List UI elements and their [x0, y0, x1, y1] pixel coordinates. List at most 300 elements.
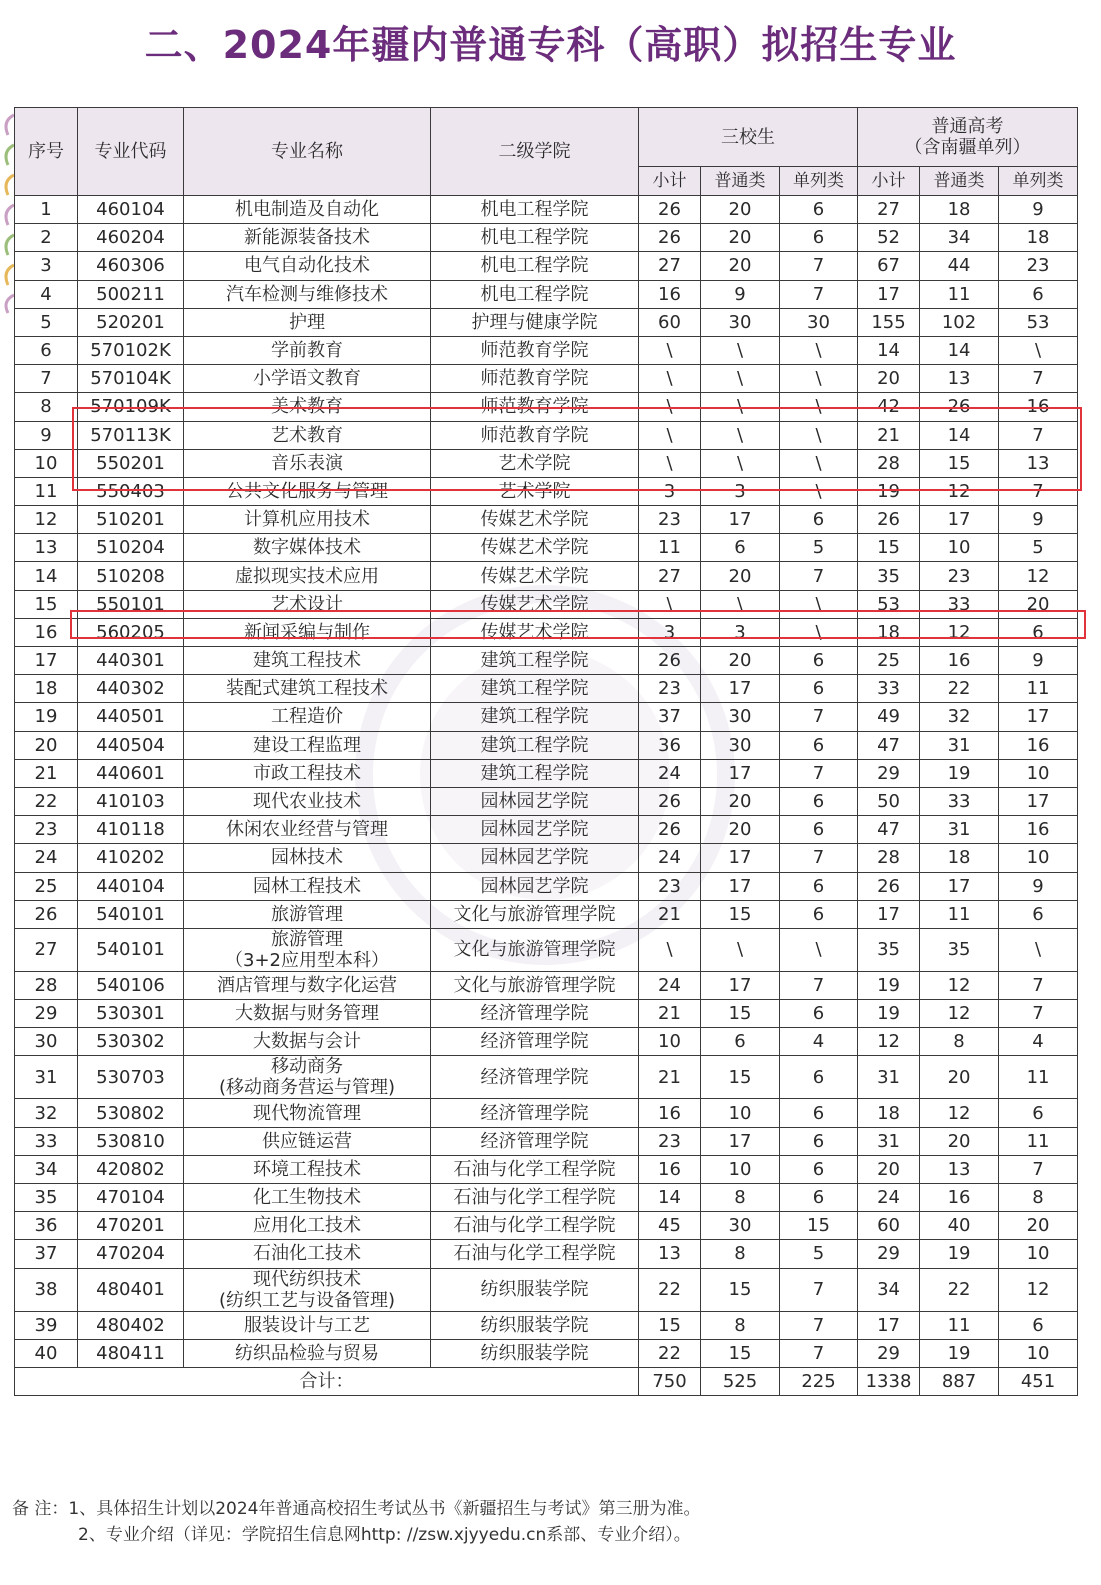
cell-gk-special: 17 [999, 787, 1078, 815]
cell-seq: 29 [15, 1000, 78, 1028]
cell-sx-general: 8 [701, 1184, 780, 1212]
cell-gk-total: 17 [858, 900, 920, 928]
cell-sx-general: 20 [701, 647, 780, 675]
cell-gk-special: 11 [999, 675, 1078, 703]
cell-gk-general: 44 [920, 252, 999, 280]
cell-sx-special: 15 [780, 1212, 858, 1240]
table-row [15, 393, 1078, 421]
cell-seq: 4 [15, 280, 78, 308]
cell-college: 传媒艺术学院 [431, 506, 639, 534]
header-code: 专业代码 [78, 108, 184, 196]
cell-sx-total: 24 [639, 971, 701, 999]
cell-name: 公共文化服务与管理 [184, 477, 431, 505]
cell-name: 供应链运营 [184, 1127, 431, 1155]
cell-seq: 20 [15, 731, 78, 759]
cell-gk-general: 19 [920, 1339, 999, 1367]
cell-gk-special: 20 [999, 1212, 1078, 1240]
cell-gk-general: 34 [920, 224, 999, 252]
cell-sx-general: 9 [701, 280, 780, 308]
cell-seq: 26 [15, 900, 78, 928]
cell-college: 文化与旅游管理学院 [431, 928, 639, 971]
cell-gk-total: 29 [858, 759, 920, 787]
cell-name: 酒店管理与数字化运营 [184, 971, 431, 999]
cell-seq: 9 [15, 421, 78, 449]
cell-college: 机电工程学院 [431, 280, 639, 308]
cell-college: 纺织服装学院 [431, 1311, 639, 1339]
cell-name: 机电制造及自动化 [184, 196, 431, 224]
cell-seq: 10 [15, 449, 78, 477]
table-row [15, 816, 1078, 844]
cell-sx-general: 10 [701, 1099, 780, 1127]
cell-name-line: 移动商务 [271, 1056, 343, 1078]
cell-sx-special: 7 [780, 844, 858, 872]
cell-seq: 30 [15, 1028, 78, 1056]
cell-sx-special: 6 [780, 224, 858, 252]
cell-seq: 34 [15, 1155, 78, 1183]
cell-gk-total: 29 [858, 1339, 920, 1367]
header-group-sanxiaosheng: 三校生 [639, 108, 858, 167]
cell-gk-special: 7 [999, 421, 1078, 449]
table-row [15, 900, 1078, 928]
cell-code: 470201 [78, 1212, 184, 1240]
cell-gk-special: 6 [999, 900, 1078, 928]
total-cell: 451 [999, 1367, 1078, 1395]
cell-name: 学前教育 [184, 336, 431, 364]
cell-code: 480411 [78, 1339, 184, 1367]
cell-sx-total: 23 [639, 506, 701, 534]
cell-code: 440104 [78, 872, 184, 900]
cell-gk-special: 4 [999, 1028, 1078, 1056]
table-row [15, 590, 1078, 618]
cell-seq: 25 [15, 872, 78, 900]
cell-gk-total: 27 [858, 196, 920, 224]
cell-sx-total: 3 [639, 477, 701, 505]
cell-sx-general: \ [701, 393, 780, 421]
cell-seq: 39 [15, 1311, 78, 1339]
cell-code: 570113K [78, 421, 184, 449]
cell-gk-special: 7 [999, 971, 1078, 999]
cell-college: 园林园艺学院 [431, 844, 639, 872]
cell-code: 480402 [78, 1311, 184, 1339]
cell-seq: 6 [15, 336, 78, 364]
cell-gk-general: 19 [920, 1240, 999, 1268]
cell-sx-total: 60 [639, 308, 701, 336]
cell-sx-general: 17 [701, 971, 780, 999]
cell-gk-general: 11 [920, 280, 999, 308]
cell-college: 建筑工程学院 [431, 703, 639, 731]
cell-sx-general: 17 [701, 1127, 780, 1155]
cell-gk-general: 13 [920, 1155, 999, 1183]
cell-gk-total: 19 [858, 477, 920, 505]
cell-gk-total: 14 [858, 336, 920, 364]
cell-gk-special: 16 [999, 731, 1078, 759]
cell-code: 550403 [78, 477, 184, 505]
cell-name: 电气自动化技术 [184, 252, 431, 280]
cell-sx-total: 23 [639, 872, 701, 900]
cell-name: 工程造价 [184, 703, 431, 731]
cell-sx-total: 26 [639, 816, 701, 844]
cell-gk-general: 31 [920, 731, 999, 759]
table-row [15, 618, 1078, 646]
cell-gk-general: 12 [920, 618, 999, 646]
header-group-gaokao [858, 108, 1078, 167]
cell-code: 410103 [78, 787, 184, 815]
cell-sx-total: 36 [639, 731, 701, 759]
cell-gk-general: 11 [920, 900, 999, 928]
cell-name-line: (移动商务营运与管理) [218, 1077, 396, 1099]
cell-name: 艺术设计 [184, 590, 431, 618]
table-row [15, 449, 1078, 477]
cell-gk-general: 26 [920, 393, 999, 421]
cell-sx-general: 10 [701, 1155, 780, 1183]
cell-college: 建筑工程学院 [431, 647, 639, 675]
table-row [15, 703, 1078, 731]
cell-seq: 7 [15, 365, 78, 393]
table-row [15, 759, 1078, 787]
cell-name: 休闲农业经营与管理 [184, 816, 431, 844]
cell-sx-general: \ [701, 449, 780, 477]
table-row [15, 196, 1078, 224]
cell-sx-special: 6 [780, 1155, 858, 1183]
total-cell: 750 [639, 1367, 701, 1395]
cell-seq: 23 [15, 816, 78, 844]
cell-seq: 31 [15, 1056, 78, 1099]
cell-name: 音乐表演 [184, 449, 431, 477]
cell-gk-total: 47 [858, 816, 920, 844]
cell-sx-special: \ [780, 365, 858, 393]
table-row [15, 1155, 1078, 1183]
cell-gk-general: 12 [920, 1099, 999, 1127]
cell-gk-general: 31 [920, 816, 999, 844]
cell-code: 510201 [78, 506, 184, 534]
cell-sx-general: 3 [701, 477, 780, 505]
cell-sx-total: 23 [639, 675, 701, 703]
cell-gk-total: 47 [858, 731, 920, 759]
cell-gk-total: 42 [858, 393, 920, 421]
cell-gk-total: 155 [858, 308, 920, 336]
cell-sx-special: 4 [780, 1028, 858, 1056]
cell-sx-special: 6 [780, 731, 858, 759]
cell-seq: 40 [15, 1339, 78, 1367]
cell-college: 建筑工程学院 [431, 759, 639, 787]
cell-code: 570109K [78, 393, 184, 421]
cell-seq: 2 [15, 224, 78, 252]
table-row [15, 1000, 1078, 1028]
cell-seq: 14 [15, 562, 78, 590]
cell-code: 570104K [78, 365, 184, 393]
subheader: 单列类 [999, 167, 1078, 196]
cell-sx-special: \ [780, 477, 858, 505]
cell-gk-special: 16 [999, 816, 1078, 844]
cell-name: 现代农业技术 [184, 787, 431, 815]
cell-code: 520201 [78, 308, 184, 336]
cell-name-line: （3+2应用型本科） [225, 949, 389, 971]
cell-gk-special: 9 [999, 872, 1078, 900]
cell-gk-general: 12 [920, 1000, 999, 1028]
cell-gk-total: 60 [858, 1212, 920, 1240]
cell-sx-general: 15 [701, 1268, 780, 1311]
cell-code: 420802 [78, 1155, 184, 1183]
cell-college: 师范教育学院 [431, 393, 639, 421]
cell-seq: 5 [15, 308, 78, 336]
cell-gk-special: \ [999, 336, 1078, 364]
table-row [15, 731, 1078, 759]
note-line-1: 备 注：1、具体招生计划以2024年普通高校招生考试丛书《新疆招生与考试》第三册为准。 [12, 1499, 701, 1519]
cell-sx-special: 6 [780, 900, 858, 928]
cell-gk-special: 5 [999, 534, 1078, 562]
cell-sx-special: 7 [780, 562, 858, 590]
cell-sx-special: 6 [780, 872, 858, 900]
cell-sx-general: 8 [701, 1311, 780, 1339]
cell-college: 护理与健康学院 [431, 308, 639, 336]
cell-college: 传媒艺术学院 [431, 534, 639, 562]
cell-seq: 11 [15, 477, 78, 505]
cell-name: 虚拟现实技术应用 [184, 562, 431, 590]
cell-gk-total: 28 [858, 844, 920, 872]
cell-gk-special: 7 [999, 1155, 1078, 1183]
cell-sx-special: \ [780, 393, 858, 421]
cell-name: 装配式建筑工程技术 [184, 675, 431, 703]
cell-sx-total: 14 [639, 1184, 701, 1212]
cell-gk-total: 24 [858, 1184, 920, 1212]
cell-sx-general: \ [701, 421, 780, 449]
notes [12, 1496, 700, 1548]
cell-gk-general: 40 [920, 1212, 999, 1240]
cell-college: 经济管理学院 [431, 1000, 639, 1028]
cell-sx-total: 21 [639, 1000, 701, 1028]
subheader: 小计 [858, 167, 920, 196]
table-row [15, 971, 1078, 999]
cell-seq: 21 [15, 759, 78, 787]
cell-gk-special: 9 [999, 506, 1078, 534]
cell-gk-total: 35 [858, 562, 920, 590]
cell-college: 传媒艺术学院 [431, 590, 639, 618]
cell-gk-general: 18 [920, 196, 999, 224]
cell-code: 550101 [78, 590, 184, 618]
cell-gk-general: 12 [920, 477, 999, 505]
cell-seq: 1 [15, 196, 78, 224]
cell-gk-total: 67 [858, 252, 920, 280]
cell-name: 新能源装备技术 [184, 224, 431, 252]
cell-college: 师范教育学院 [431, 421, 639, 449]
cell-sx-general: 30 [701, 308, 780, 336]
cell-sx-special: 6 [780, 816, 858, 844]
cell-sx-total: 15 [639, 1311, 701, 1339]
cell-sx-total: 37 [639, 703, 701, 731]
cell-gk-total: 19 [858, 971, 920, 999]
cell-sx-special: 6 [780, 1127, 858, 1155]
cell-gk-special: 6 [999, 1099, 1078, 1127]
cell-gk-total: 15 [858, 534, 920, 562]
cell-gk-special: 13 [999, 449, 1078, 477]
cell-gk-general: 32 [920, 703, 999, 731]
cell-gk-special: 8 [999, 1184, 1078, 1212]
cell-name [184, 928, 431, 971]
cell-gk-general: 17 [920, 506, 999, 534]
cell-college: 纺织服装学院 [431, 1339, 639, 1367]
table-row [15, 224, 1078, 252]
cell-code: 550201 [78, 449, 184, 477]
table-row [15, 1339, 1078, 1367]
cell-name: 大数据与会计 [184, 1028, 431, 1056]
table-row [15, 252, 1078, 280]
cell-sx-total: \ [639, 393, 701, 421]
cell-name-line: (纺织工艺与设备管理) [218, 1289, 396, 1311]
page-title: 二、2024年疆内普通专科（高职）拟招生专业 [144, 23, 957, 67]
total-row [15, 1367, 1078, 1395]
cell-college: 经济管理学院 [431, 1099, 639, 1127]
table-row [15, 1311, 1078, 1339]
cell-name: 环境工程技术 [184, 1155, 431, 1183]
cell-seq: 36 [15, 1212, 78, 1240]
cell-seq: 16 [15, 618, 78, 646]
cell-seq: 18 [15, 675, 78, 703]
cell-sx-special: 7 [780, 703, 858, 731]
cell-sx-total: 16 [639, 1099, 701, 1127]
subheader: 单列类 [780, 167, 858, 196]
cell-sx-special: 6 [780, 196, 858, 224]
cell-name: 建筑工程技术 [184, 647, 431, 675]
cell-gk-total: 31 [858, 1127, 920, 1155]
cell-gk-special: 7 [999, 1000, 1078, 1028]
cell-gk-total: 26 [858, 872, 920, 900]
cell-gk-total: 53 [858, 590, 920, 618]
cell-gk-total: 12 [858, 1028, 920, 1056]
cell-sx-general: 20 [701, 224, 780, 252]
cell-code: 440302 [78, 675, 184, 703]
cell-college: 机电工程学院 [431, 224, 639, 252]
cell-name-line: 旅游管理 [271, 928, 343, 950]
cell-gk-special: 9 [999, 647, 1078, 675]
cell-sx-total: 26 [639, 647, 701, 675]
cell-gk-general: 12 [920, 971, 999, 999]
table-row [15, 1184, 1078, 1212]
cell-sx-total: 16 [639, 280, 701, 308]
cell-seq: 8 [15, 393, 78, 421]
cell-name [184, 1056, 431, 1099]
cell-code: 530301 [78, 1000, 184, 1028]
cell-gk-total: 20 [858, 365, 920, 393]
cell-college: 师范教育学院 [431, 336, 639, 364]
cell-seq: 15 [15, 590, 78, 618]
cell-seq: 28 [15, 971, 78, 999]
cell-gk-total: 20 [858, 1155, 920, 1183]
cell-gk-general: 33 [920, 590, 999, 618]
table-row [15, 928, 1078, 971]
cell-college: 经济管理学院 [431, 1028, 639, 1056]
cell-sx-general: \ [701, 928, 780, 971]
table-row [15, 365, 1078, 393]
cell-sx-general: 20 [701, 196, 780, 224]
cell-code: 530802 [78, 1099, 184, 1127]
header-group-gaokao-line1: 普通高考 [931, 116, 1004, 137]
cell-sx-total: \ [639, 449, 701, 477]
cell-sx-total: 21 [639, 900, 701, 928]
table-row [15, 506, 1078, 534]
cell-code: 460204 [78, 224, 184, 252]
cell-gk-special: 11 [999, 1056, 1078, 1099]
cell-sx-general: 17 [701, 872, 780, 900]
cell-gk-special: 10 [999, 1240, 1078, 1268]
cell-gk-general: 102 [920, 308, 999, 336]
cell-college: 园林园艺学院 [431, 816, 639, 844]
cell-name: 护理 [184, 308, 431, 336]
cell-code: 540101 [78, 928, 184, 971]
table-row [15, 1212, 1078, 1240]
table-row [15, 675, 1078, 703]
cell-gk-special: 17 [999, 703, 1078, 731]
cell-name: 计算机应用技术 [184, 506, 431, 534]
table-row [15, 1028, 1078, 1056]
cell-gk-special: 20 [999, 590, 1078, 618]
cell-gk-total: 17 [858, 1311, 920, 1339]
cell-name: 新闻采编与制作 [184, 618, 431, 646]
cell-college: 艺术学院 [431, 477, 639, 505]
table-row [15, 647, 1078, 675]
cell-gk-total: 18 [858, 1099, 920, 1127]
cell-seq: 12 [15, 506, 78, 534]
cell-sx-special: \ [780, 336, 858, 364]
cell-sx-general: 3 [701, 618, 780, 646]
cell-gk-special: 7 [999, 365, 1078, 393]
cell-name: 建设工程监理 [184, 731, 431, 759]
cell-sx-general: \ [701, 365, 780, 393]
cell-sx-total: \ [639, 365, 701, 393]
cell-gk-special: 6 [999, 280, 1078, 308]
cell-gk-general: 22 [920, 675, 999, 703]
cell-college: 机电工程学院 [431, 196, 639, 224]
cell-name [184, 1268, 431, 1311]
cell-sx-special: 6 [780, 1000, 858, 1028]
cell-sx-general: 30 [701, 731, 780, 759]
cell-gk-special: 16 [999, 393, 1078, 421]
cell-gk-total: 31 [858, 1056, 920, 1099]
cell-name: 化工生物技术 [184, 1184, 431, 1212]
cell-sx-general: 17 [701, 759, 780, 787]
cell-gk-special: 23 [999, 252, 1078, 280]
cell-name: 大数据与财务管理 [184, 1000, 431, 1028]
cell-code: 510204 [78, 534, 184, 562]
cell-gk-general: 10 [920, 534, 999, 562]
table-row [15, 1268, 1078, 1311]
cell-gk-general: 22 [920, 1268, 999, 1311]
cell-sx-general: 6 [701, 1028, 780, 1056]
cell-name: 美术教育 [184, 393, 431, 421]
cell-code: 500211 [78, 280, 184, 308]
table-row [15, 844, 1078, 872]
cell-sx-special: 7 [780, 759, 858, 787]
cell-code: 480401 [78, 1268, 184, 1311]
header-college: 二级学院 [431, 108, 639, 196]
cell-sx-special: 7 [780, 1339, 858, 1367]
cell-sx-total: 16 [639, 1155, 701, 1183]
cell-sx-general: 20 [701, 816, 780, 844]
cell-sx-total: 24 [639, 844, 701, 872]
cell-sx-general: 17 [701, 844, 780, 872]
cell-name: 小学语文教育 [184, 365, 431, 393]
cell-sx-total: 27 [639, 562, 701, 590]
cell-sx-total: 45 [639, 1212, 701, 1240]
table-row [15, 1099, 1078, 1127]
cell-sx-special: \ [780, 618, 858, 646]
cell-gk-special: 53 [999, 308, 1078, 336]
table-row [15, 872, 1078, 900]
cell-gk-special: 6 [999, 618, 1078, 646]
table-row [15, 280, 1078, 308]
cell-sx-general: 17 [701, 675, 780, 703]
cell-college: 经济管理学院 [431, 1127, 639, 1155]
cell-sx-special: \ [780, 449, 858, 477]
